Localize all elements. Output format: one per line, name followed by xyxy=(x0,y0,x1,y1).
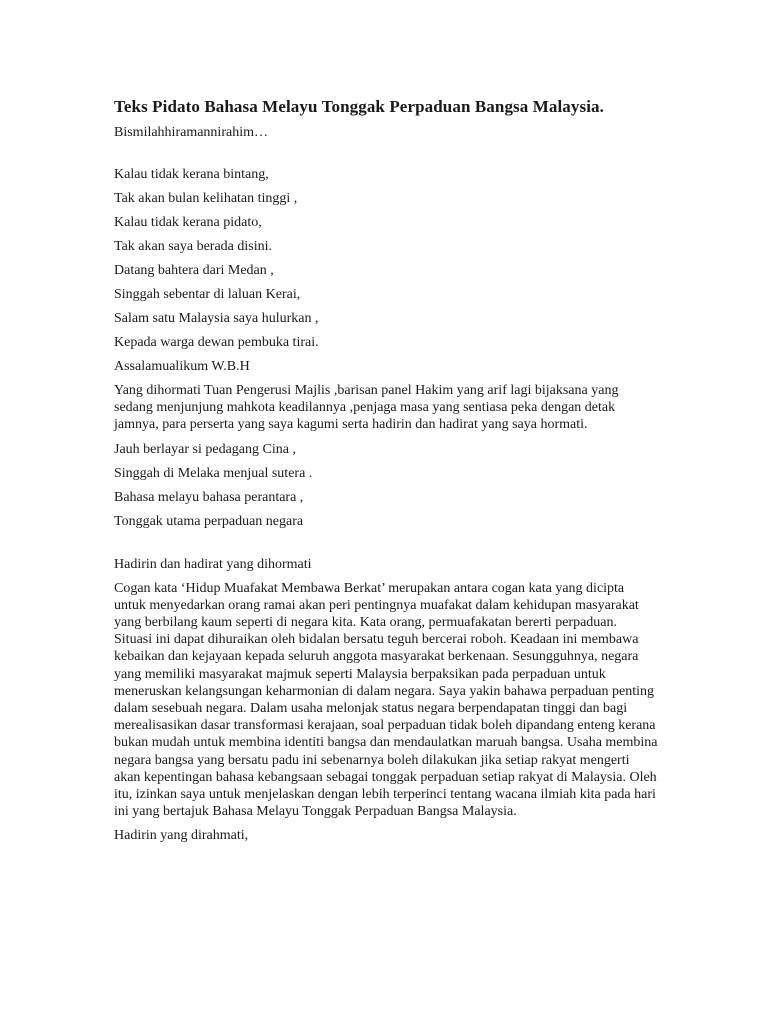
pantun-line: Tonggak utama perpaduan negara xyxy=(114,513,304,529)
pantun-line: Tak akan bulan kelihatan tinggi , xyxy=(114,191,298,206)
pantun-line: Singgah di Melaka menjual sutera . xyxy=(114,465,313,481)
pantun-2 xyxy=(114,441,658,530)
greeting-paragraph: Yang dihormati Tuan Pengerusi Majlis ,barisan panel Hakim yang arif lagi bijaksana yang sedang menjunjung mahkota keadilannya ,penjaga masa yang sentiasa peka dengan detak jamnya, para perserta yang saya kagumi serta hadirin dan hadirat yang saya hormati. xyxy=(114,383,619,433)
pantun-line: Kalau tidak kerana bintang, xyxy=(114,167,269,182)
opening-line: Bismilahhiramannirahim… xyxy=(114,125,268,140)
pantun-1 xyxy=(114,166,658,351)
pantun-line: Tak akan saya berada disini. xyxy=(114,239,273,254)
pantun-line: Bahasa melayu bahasa perantara , xyxy=(114,489,304,505)
pantun-line: Singgah sebentar di laluan Kerai, xyxy=(114,287,301,302)
address-line: Hadirin yang dirahmati, xyxy=(114,828,249,844)
body-paragraph: Cogan kata ‘Hidup Muafakat Membawa Berkat’ merupakan antara cogan kata yang dicipta untuk menyedarkan orang ramai akan peri pentingnya muafakat dalam kehidupan masyarakat yang berbilang kaum seperti di negara kita. Kata orang, permuafakatan bererti perpaduan. Situasi ini dapat dihuraikan oleh bidalan bersatu teguh bercerai roboh. Keadaan ini membawa kebaikan dan kejayaan kepada seluruh anggota masyarakat berkenaan. Sesungguhnya, negara yang memiliki masyarakat majmuk seperti Malaysia berpaksikan pada perpaduan untuk meneruskan kelangsungan keharmonian di dalam negara. Saya yakin bahawa perpaduan penting dalam sesebuah negara. Dalam usaha melonjak status negara berpendapatan tinggi dan bagi merealisasikan dasar transformasi kerajaan, soal perpaduan tidak boleh dipandang enteng kerana bukan mudah untuk membina identiti bangsa dan mendaulatkan maruah bangsa. Usaha membina negara bangsa yang bersatu padu ini sebenarnya boleh dilakukan jika setiap rakyat mengerti akan kepentingan bahasa kebangsaan sebagai tonggak perpaduan setiap rakyat di Malaysia. Oleh itu, izinkan saya untuk menjelaskan dengan lebih terperinci tentang wacana ilmiah kita pada hari ini yang bertajuk Bahasa Melayu Tonggak Perpaduan Bangsa Malaysia. xyxy=(114,580,658,820)
pantun-line: Kepada warga dewan pembuka tirai. xyxy=(114,335,319,350)
address-line: Hadirin dan hadirat yang dihormati xyxy=(114,556,312,572)
pantun-line: Kalau tidak kerana pidato, xyxy=(114,215,262,230)
pantun-line: Jauh berlayar si pedagang Cina , xyxy=(114,441,296,457)
pantun-line: Salam satu Malaysia saya hulurkan , xyxy=(114,311,319,326)
spacer xyxy=(114,141,658,166)
salam-line: Assalamualikum W.B.H xyxy=(114,359,250,374)
document-title: Teks Pidato Bahasa Melayu Tonggak Perpaduan Bangsa Malaysia. xyxy=(114,97,604,116)
pantun-line: Datang bahtera dari Medan , xyxy=(114,263,274,278)
